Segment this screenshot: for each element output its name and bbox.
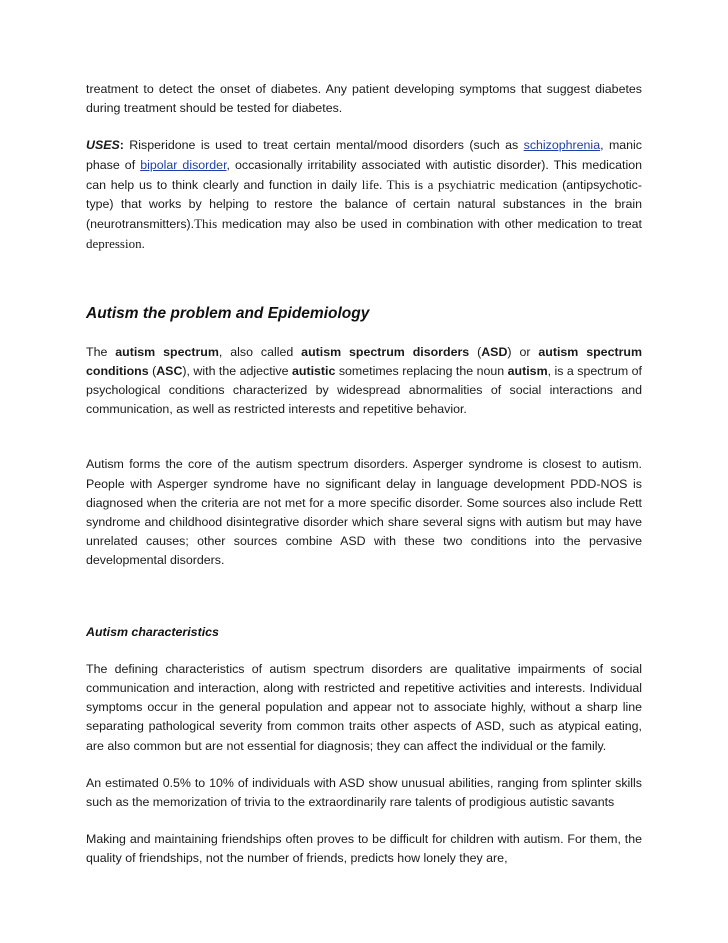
intro-text: treatment to detect the onset of diabetes. Any patient developing symptoms that suggest diabetes during treatment should be tested for diabetes. bbox=[86, 82, 642, 116]
spectrum-bold-2: autism spectrum disorders bbox=[301, 344, 470, 359]
spectrum-bold-4: autism spectrum conditions bbox=[86, 344, 642, 378]
estimate-text: An estimated 0.5% to 10% of individuals with ASD show unusual abilities, ranging from splinter skills such as the memorization of trivia to the extraordinarily rare talents of prodigious autistic savants bbox=[86, 775, 642, 810]
spectrum-text-6: ), with the adjective bbox=[182, 363, 292, 378]
spectrum-bold-5: ASC bbox=[156, 363, 183, 378]
uses-text-3: , occasionally irritability associated with autistic disorder). This medication can help us to think clearly and function in daily bbox=[86, 157, 642, 192]
uses-text-5: medication may also be used in combination with other medication to treat bbox=[217, 217, 642, 232]
spectrum-text-7: sometimes replacing the noun bbox=[335, 363, 508, 378]
uses-serif-2: This bbox=[194, 216, 218, 232]
uses-label: USES bbox=[86, 138, 120, 153]
paragraph-intro bbox=[86, 80, 642, 118]
spectrum-bold-6: autistic bbox=[291, 363, 336, 378]
spectrum-text-2: , also called bbox=[218, 344, 302, 359]
uses-serif-1: life. This is a psychiatric medication bbox=[361, 176, 558, 192]
spectrum-text-8: , is a spectrum of psychological conditions characterized by widespread abnormalities of social interactions and communication, as well as restricted interests and repetitive behavior. bbox=[86, 363, 643, 417]
uses-serif-3: depression. bbox=[86, 236, 145, 252]
spectrum-text-5: ( bbox=[148, 363, 157, 378]
spectrum-bold-7: autism bbox=[507, 363, 548, 378]
spectrum-bold-1: autism spectrum bbox=[115, 344, 219, 359]
heading-characteristics: Autism characteristics bbox=[86, 624, 219, 639]
spectrum-text-3: ( bbox=[469, 344, 482, 359]
paragraph-estimate bbox=[86, 774, 642, 812]
document-page bbox=[86, 80, 642, 869]
core-text: Autism forms the core of the autism spectrum disorders. Asperger syndrome is closest to autism. People with Asperger syndrome have no significant delay in language development PDD-NOS is diagnosed when the criteria are not met for a more specific disorder. Some sources also include Rett syndrome and childhood disintegrative disorder which share several signs with autism but may have unrelated causes; other sources combine ASD with these two conditions into the pervasive developmental disorders. bbox=[86, 457, 642, 568]
heading-epidemiology: Autism the problem and Epidemiology bbox=[86, 304, 370, 322]
schizophrenia-link[interactable]: schizophrenia bbox=[523, 138, 601, 153]
spectrum-text-1: The bbox=[86, 344, 116, 359]
paragraph-spectrum bbox=[86, 343, 642, 420]
uses-text-4: (antipsychotic-type) that works by helping to restore the balance of certain natural substances in the brain (neurotransmitters). bbox=[86, 177, 642, 232]
spectrum-text-4: ) or bbox=[507, 344, 539, 359]
spectrum-bold-3: ASD bbox=[481, 344, 508, 359]
paragraph-friendships bbox=[86, 830, 642, 868]
friendships-text: Making and maintaining friendships often proves to be difficult for children with autism. For them, the quality of friendships, not the number of friends, predicts how lonely they are, bbox=[86, 832, 642, 866]
defining-text: The defining characteristics of autism spectrum disorders are qualitative impairments of social communication and interaction, along with restricted and repetitive activities and interests. Individual symptoms occur in the general population and appear not to associate highly, without a sharp line separating pathological severity from common traits other aspects of ASD, such as atypical eating, are also common but are not essential for diagnosis; they can affect the individual or the family. bbox=[86, 661, 642, 753]
uses-text-2: , manic phase of bbox=[86, 138, 642, 172]
bipolar-disorder-link[interactable]: bipolar disorder bbox=[140, 157, 227, 172]
paragraph-defining bbox=[86, 660, 642, 756]
paragraph-core bbox=[86, 455, 642, 570]
uses-colon: : bbox=[119, 138, 124, 153]
uses-text-1: Risperidone is used to treat certain mental/mood disorders (such as bbox=[123, 138, 524, 153]
paragraph-uses bbox=[86, 136, 642, 254]
